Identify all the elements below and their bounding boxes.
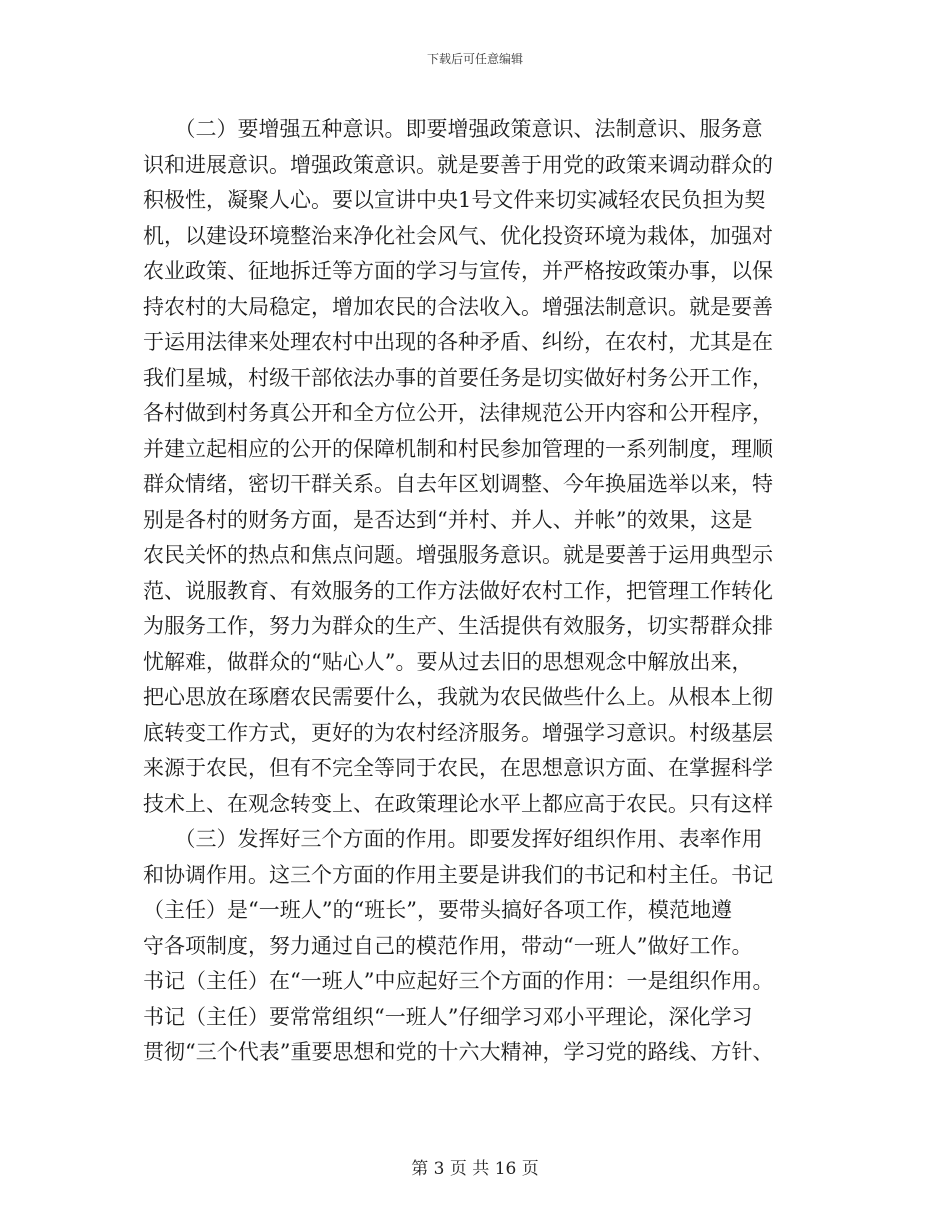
text-line: 识和进展意识。增强政策意识。就是要善于用党的政策来调动群众的 <box>143 152 773 177</box>
page-footer: 第 3 页 共 16 页 <box>411 1159 539 1179</box>
text-line: 守各项制度，努力通过自己的模范作用，带动“一班人”做好工作。 <box>143 933 753 958</box>
text-line: 机，以建设环境整治来净化社会风气、优化投资环境为栽体，加强对 <box>143 223 773 248</box>
text-line: （三）发挥好三个方面的作用。即要发挥好组织作用、表率作用 <box>143 827 763 851</box>
text-line: 为服务工作，努力为群众的生产、生活提供有效服务，切实帮群众排 <box>143 614 773 638</box>
text-line: 持农村的大局稳定，增加农民的合法收入。增强法制意识。就是要善 <box>143 294 773 319</box>
text-line: 积极性，凝聚人心。要以宣讲中央1号文件来切实减轻农民负担为契 <box>143 188 766 212</box>
text-line: 别是各村的财务方面，是否达到“并村、并人、并帐”的效果，这是 <box>143 507 753 532</box>
text-line: （主任）是“一班人”的“班长”，要带头搞好各项工作，模范地遵 <box>143 898 732 922</box>
page-header: 下载后可任意编辑 <box>426 52 523 66</box>
text-line: 忧解难，做群众的“贴心人”。要从过去旧的思想观念中解放出来， <box>143 649 753 674</box>
text-line: 并建立起相应的公开的保障机制和村民参加管理的一系列制度，理顺 <box>143 436 773 461</box>
text-line: （二）要增强五种意识。即要增强政策意识、法制意识、服务意 <box>143 117 763 141</box>
text-line: 来源于农民，但有不完全等同于农民，在思想意识方面、在掌握科学 <box>143 756 773 780</box>
text-line: 底转变工作方式，更好的为农村经济服务。增强学习意识。村级基层 <box>143 720 773 745</box>
text-line: 各村做到村务真公开和全方位公开，法律规范公开内容和公开程序， <box>143 401 773 425</box>
text-line: 把心思放在琢磨农民需要什么，我就为农民做些什么上。从根本上彻 <box>143 685 773 709</box>
text-line: 群众情绪，密切干群关系。自去年区划调整、今年换届选举以来，特 <box>143 472 773 496</box>
text-line: 农业政策、征地拆迁等方面的学习与宣传，并严格按政策办事，以保 <box>143 259 773 283</box>
text-line: 书记（主任）要常常组织“一班人”仔细学习邓小平理论，深化学习 <box>143 1004 753 1029</box>
text-line: 我们星城，村级干部依法办事的首要任务是切实做好村务公开工作， <box>143 365 773 390</box>
text-line: 技术上、在观念转变上、在政策理论水平上都应高于农民。只有这样 <box>143 791 773 816</box>
text-line: 书记（主任）在“一班人”中应起好三个方面的作用：一是组织作用。 <box>143 969 774 993</box>
text-line: 和协调作用。这三个方面的作用主要是讲我们的书记和村主任。书记 <box>143 862 773 887</box>
text-line: 贯彻“三个代表”重要思想和党的十六大精神，学习党的路线、方针、 <box>143 1040 774 1064</box>
text-line: 农民关怀的热点和焦点问题。增强服务意识。就是要善于运用典型示 <box>143 543 773 567</box>
text-line: 于运用法律来处理农村中出现的各种矛盾、纠纷，在农村，尤其是在 <box>143 330 773 354</box>
document-body <box>143 112 813 1071</box>
text-line: 范、说服教育、有效服务的工作方法做好农村工作，把管理工作转化 <box>143 578 773 603</box>
